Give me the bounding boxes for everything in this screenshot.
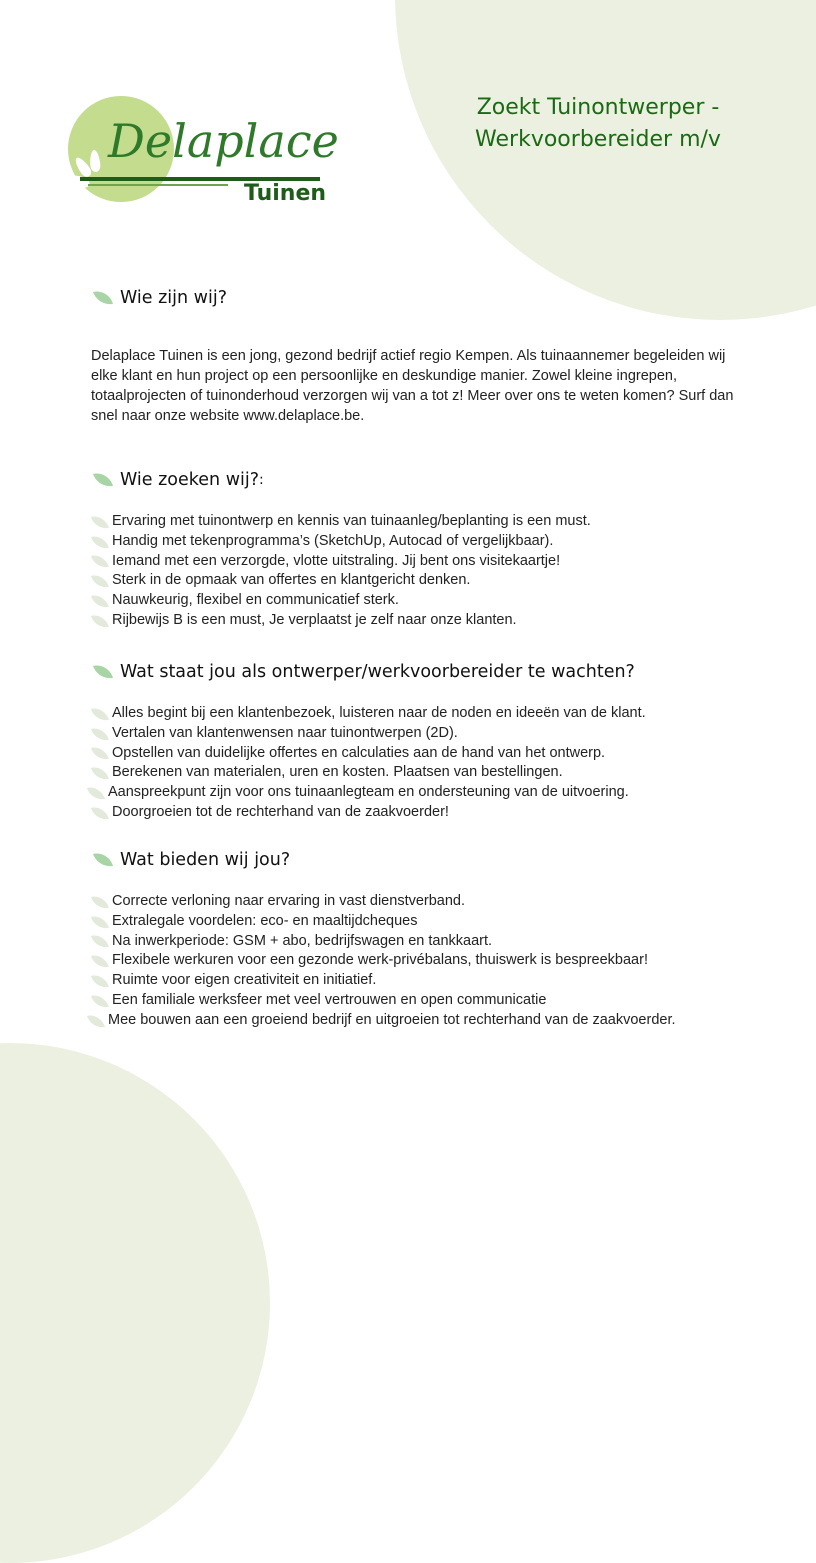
leaf-bullet-icon xyxy=(90,746,110,760)
leaf-bullet-icon xyxy=(90,574,110,588)
list-item: Een familiale werksfeer met veel vertrouwen en open communicatie xyxy=(90,991,676,1011)
leaf-bullet-icon xyxy=(90,554,110,568)
list-item: Handig met tekenprogramma’s (SketchUp, Autocad of vergelijkbaar). xyxy=(90,532,591,552)
list-item: Nauwkeurig, flexibel en communicatief sterk. xyxy=(90,591,591,611)
requirements-list xyxy=(90,512,591,631)
leaf-bullet-icon xyxy=(90,535,110,549)
decorative-circle-top xyxy=(395,0,816,320)
list-item: Na inwerkperiode: GSM + abo, bedrijfswagen en tankkaart. xyxy=(90,932,676,952)
list-item: Rijbewijs B is een must, Je verplaatst je zelf naar onze klanten. xyxy=(90,611,591,631)
leaf-icon xyxy=(92,290,114,306)
decorative-circle-bottom xyxy=(0,1043,270,1563)
leaf-icon xyxy=(92,472,114,488)
leaf-bullet-icon xyxy=(90,915,110,929)
leaf-bullet-icon xyxy=(90,707,110,721)
list-item: Correcte verloning naar ervaring in vast dienstverband. xyxy=(90,892,676,912)
company-logo xyxy=(68,96,338,208)
leaf-bullet-icon xyxy=(90,994,110,1008)
list-item: Flexibele werkuren voor een gezonde werk-privébalans, thuiswerk is bespreekbaar! xyxy=(90,951,676,971)
page-title xyxy=(438,92,758,156)
list-item: Ruimte voor eigen creativiteit en initiatief. xyxy=(90,971,676,991)
list-item: Iemand met een verzorgde, vlotte uitstraling. Jij bent ons visitekaartje! xyxy=(90,552,591,572)
logo-underline-light xyxy=(88,184,228,186)
leaf-bullet-icon xyxy=(90,974,110,988)
section-heading-text: Wat staat jou als ontwerper/werkvoorbereider te wachten? xyxy=(120,662,635,682)
leaf-bullet-icon xyxy=(90,614,110,628)
list-item: Alles begint bij een klantenbezoek, luisteren naar de noden en ideeën van de klant. xyxy=(90,704,646,724)
leaf-bullet-icon xyxy=(90,895,110,909)
leaf-bullet-icon xyxy=(90,766,110,780)
list-item: Berekenen van materialen, uren en kosten. Plaatsen van bestellingen. xyxy=(90,763,646,783)
list-item: Aanspreekpunt zijn voor ons tuinaanlegteam en ondersteuning van de uitvoering. xyxy=(86,783,646,803)
leaf-bullet-icon xyxy=(90,727,110,741)
title-line-1: Zoekt Tuinontwerper - xyxy=(476,95,720,120)
section-heading-text: Wie zijn wij? xyxy=(120,288,227,308)
list-item: Ervaring met tuinontwerp en kennis van tuinaanleg/beplanting is een must. xyxy=(90,512,591,532)
list-item: Vertalen van klantenwensen naar tuinontwerpen (2D). xyxy=(90,724,646,744)
list-item: Sterk in de opmaak van offertes en klantgericht denken. xyxy=(90,571,591,591)
leaf-bullet-icon xyxy=(90,515,110,529)
leaf-icon xyxy=(92,664,114,680)
leaf-bullet-icon xyxy=(90,594,110,608)
section-heading-wie-zoeken-wij xyxy=(92,470,264,490)
section-heading-wat-bieden-wij-jou xyxy=(92,850,290,870)
section-heading-wat-staat-jou-te-wachten xyxy=(92,662,635,682)
leaf-icon xyxy=(92,852,114,868)
list-item: Opstellen van duidelijke offertes en calculaties aan de hand van het ontwerp. xyxy=(90,744,646,764)
heading-suffix: : xyxy=(259,472,264,488)
leaf-bullet-icon xyxy=(86,1014,106,1028)
section-heading-text: Wie zoeken wij? xyxy=(120,470,260,490)
leaf-bullet-icon xyxy=(86,786,106,800)
list-item: Doorgroeien tot de rechterhand van de zaakvoerder! xyxy=(90,803,646,823)
tasks-list xyxy=(90,704,646,823)
list-item: Extralegale voordelen: eco- en maaltijdcheques xyxy=(90,912,676,932)
section-heading-wie-zijn-wij xyxy=(92,288,227,308)
logo-script-text: Delaplace xyxy=(108,114,339,168)
section-heading-text: Wat bieden wij jou? xyxy=(120,850,291,870)
list-item: Mee bouwen aan een groeiend bedrijf en uitgroeien tot rechterhand van de zaakvoerder. xyxy=(86,1011,676,1031)
logo-sub-text: Tuinen xyxy=(244,181,327,206)
intro-paragraph: Delaplace Tuinen is een jong, gezond bedrijf actief regio Kempen. Als tuinaannemer begeleiden wij elke klant en hun project op een persoonlijke en deskundige manier. Zowel kleine ingrepen, totaalprojecten of tuinonderhoud verzorgen wij van a tot z! Meer over ons te weten komen? Surf dan snel naar onze website www.delaplace.be. xyxy=(91,348,734,424)
leaf-bullet-icon xyxy=(90,954,110,968)
leaf-bullet-icon xyxy=(90,934,110,948)
benefits-list xyxy=(90,892,676,1031)
title-line-2: Werkvoorbereider m/v xyxy=(475,127,721,152)
leaf-bullet-icon xyxy=(90,806,110,820)
